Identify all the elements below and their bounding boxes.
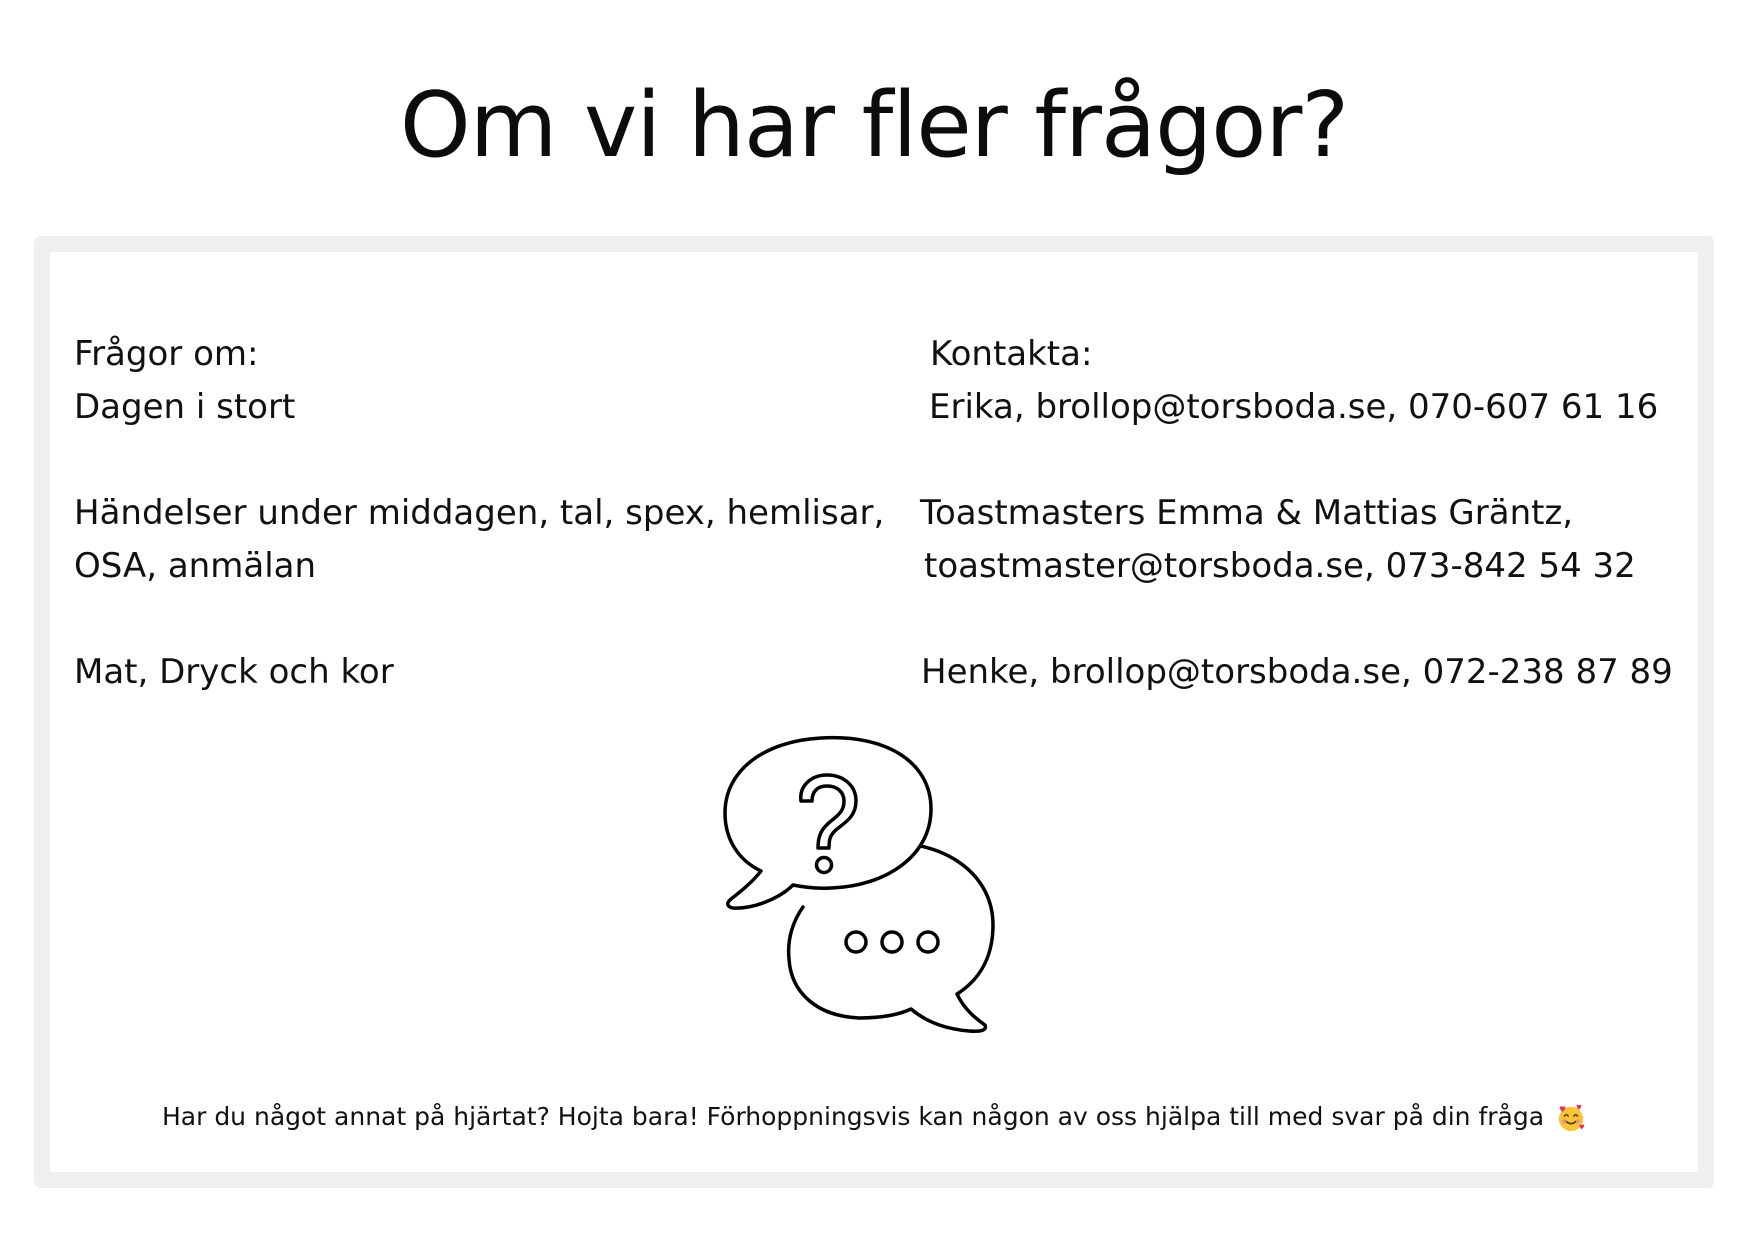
page-title: Om vi har fler frågor?	[399, 73, 1349, 178]
smiling-face-with-hearts-icon	[1556, 1103, 1586, 1133]
content-card	[50, 252, 1698, 1172]
topic-item-dinner-line1: Händelser under middagen, tal, spex, hemlisar,	[74, 493, 885, 533]
footer-text: Har du något annat på hjärtat? Hojta bara! Förhoppningsvis kan någon av oss hjälpa till med svar på din fråga	[161, 1102, 1545, 1131]
topic-item-general: Dagen i stort	[74, 387, 296, 427]
contact-item-toastmasters-line1: Toastmasters Emma & Mattias Gräntz,	[920, 493, 1574, 533]
footer-message	[50, 1102, 1698, 1133]
content-frame	[34, 236, 1714, 1188]
topic-item-dinner-line2: OSA, anmälan	[74, 546, 317, 586]
contact-header: Kontakta:	[930, 334, 1093, 374]
speech-bubbles-question-icon	[721, 729, 1041, 1049]
contact-item-erika: Erika, brollop@torsboda.se, 070-607 61 16	[929, 387, 1659, 427]
topic-item-food: Mat, Dryck och kor	[74, 652, 394, 692]
contact-item-toastmasters-line2: toastmaster@torsboda.se, 073-842 54 32	[924, 546, 1636, 586]
topics-header: Frågor om:	[74, 334, 259, 374]
contact-item-henke: Henke, brollop@torsboda.se, 072-238 87 89	[921, 652, 1673, 692]
